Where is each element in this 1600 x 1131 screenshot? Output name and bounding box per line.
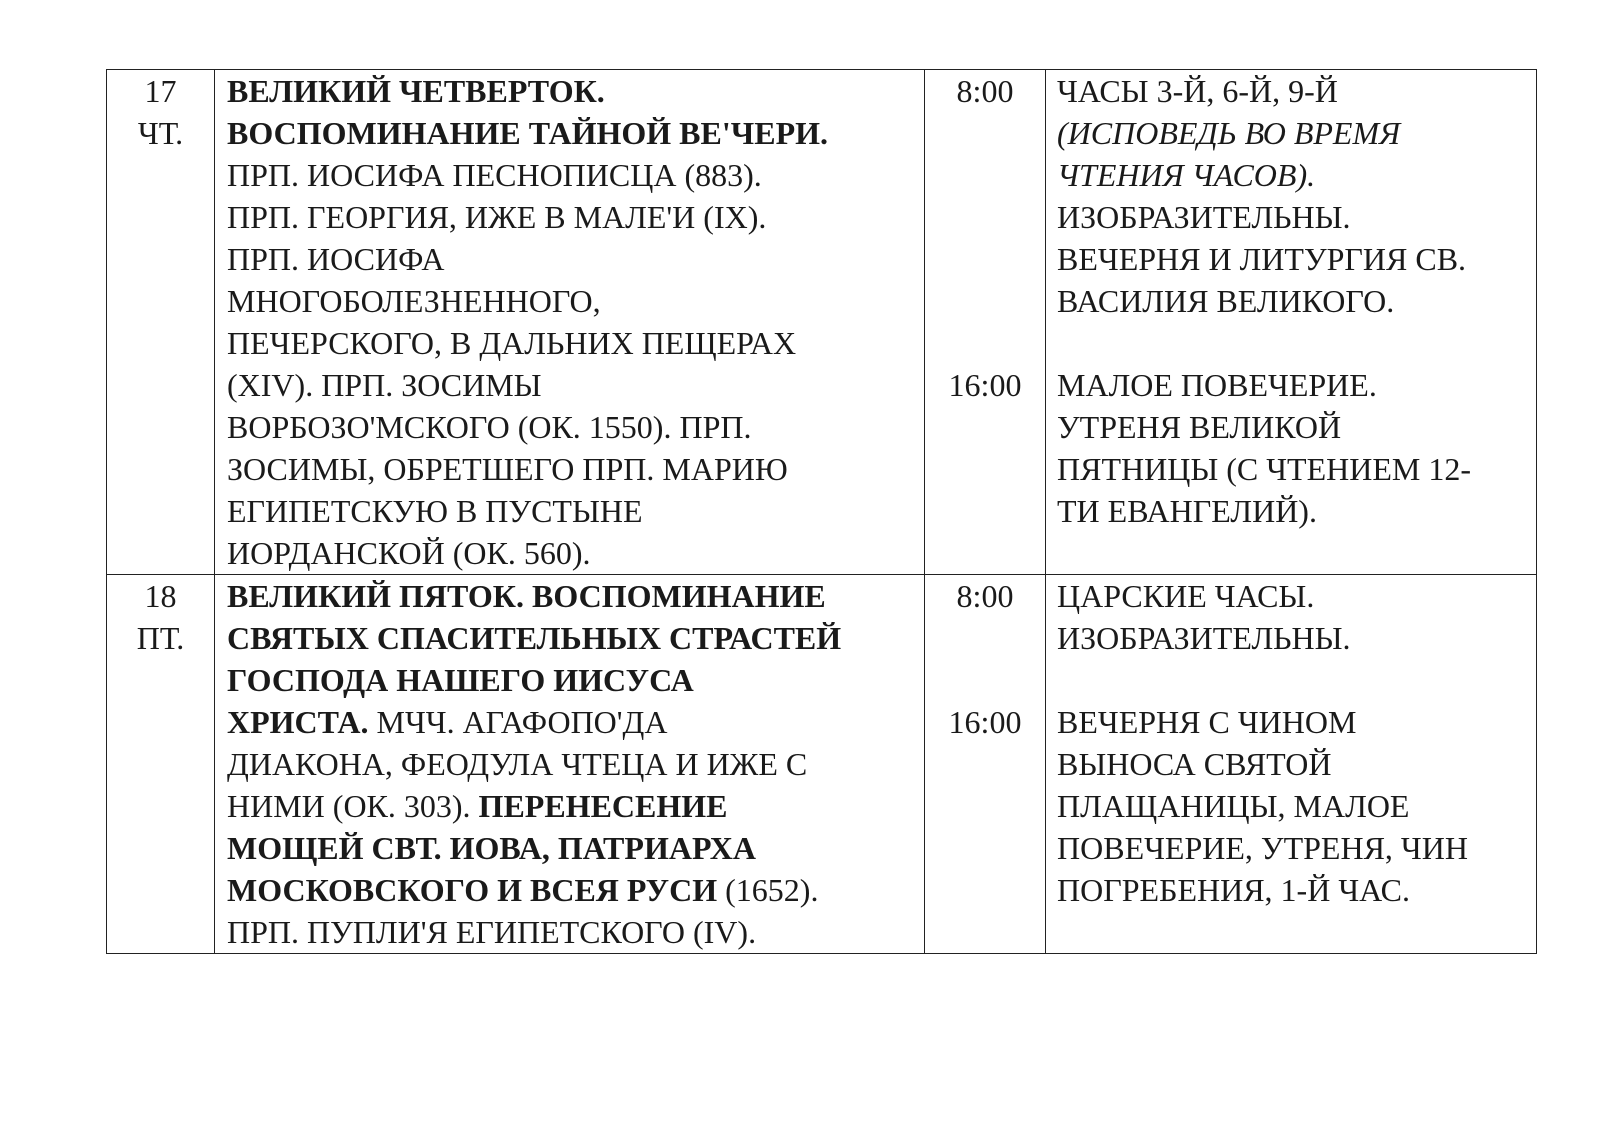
spacer [925, 322, 1045, 364]
service-time: 8:00 [956, 578, 1014, 614]
feast-title: ПЕРЕНЕСЕНИЕ [478, 788, 728, 824]
date-cell [107, 70, 215, 575]
service-line: ВЕЧЕРНЯ С ЧИНОМ [1057, 704, 1357, 740]
service-line: ЦАРСКИЕ ЧАСЫ. [1057, 578, 1315, 614]
service-line: ПОГРЕБЕНИЯ, 1-Й ЧАС. [1057, 872, 1410, 908]
saint-text: МНОГОБОЛЕЗНЕННОГО, [227, 283, 601, 319]
saint-text: ПРП. ИОСИФА ПЕСНОПИСЦА (883). [227, 157, 762, 193]
commemoration-line [227, 280, 920, 322]
saint-text: ПРП. ПУПЛИ'Я ЕГИПЕТСКОГО (IV). [227, 914, 757, 950]
spacer [1057, 322, 1530, 364]
commemoration-line [227, 364, 920, 406]
saint-text: ПЕЧЕРСКОГО, В ДАЛЬНИХ ПЕЩЕРАХ [227, 325, 797, 361]
time-cell [925, 575, 1046, 954]
saint-text: (XIV). ПРП. ЗОСИМЫ [227, 367, 542, 403]
confession-note: ЧТЕНИЯ ЧАСОВ). [1057, 157, 1316, 193]
schedule-row [107, 575, 1537, 954]
day-number: 18 [144, 578, 177, 614]
commemoration-line [227, 827, 920, 869]
time-cell [925, 70, 1046, 575]
spacer [925, 617, 1045, 659]
commemoration-line [227, 154, 920, 196]
schedule-row [107, 70, 1537, 575]
commemoration-cell [215, 70, 925, 575]
service-line: МАЛОЕ ПОВЕЧЕРИЕ. [1057, 367, 1377, 403]
feast-title: СВЯТЫХ СПАСИТЕЛЬНЫХ СТРАСТЕЙ [227, 620, 842, 656]
services-cell [1046, 575, 1537, 954]
commemoration-line [227, 448, 920, 490]
service-line: УТРЕНЯ ВЕЛИКОЙ [1057, 409, 1342, 445]
commemoration-line [227, 575, 920, 617]
service-line: ВАСИЛИЯ ВЕЛИКОГО. [1057, 283, 1395, 319]
service-line: ИЗОБРАЗИТЕЛЬНЫ. [1057, 199, 1351, 235]
saint-text: ЗОСИМЫ, ОБРЕТШЕГО ПРП. МАРИЮ [227, 451, 788, 487]
commemoration-line [227, 617, 920, 659]
service-line: ТИ ЕВАНГЕЛИЙ). [1057, 493, 1317, 529]
saint-text: ДИАКОНА, ФЕОДУЛА ЧТЕЦА И ИЖЕ С [227, 746, 808, 782]
commemoration-line [227, 490, 920, 532]
commemoration-line [227, 659, 920, 701]
commemoration-line [227, 196, 920, 238]
service-line: ЧАСЫ 3-Й, 6-Й, 9-Й [1057, 73, 1338, 109]
spacer [925, 196, 1045, 238]
commemoration-line [227, 743, 920, 785]
service-line: ВЫНОСА СВЯТОЙ [1057, 746, 1332, 782]
commemoration-line [227, 532, 920, 574]
feast-title: МОЩЕЙ СВТ. ИОВА, ПАТРИАРХА [227, 830, 756, 866]
feast-title: ВЕЛИКИЙ ЧЕТВЕРТОК. [227, 73, 605, 109]
feast-title: ВЕЛИКИЙ ПЯТОК. ВОСПОМИНАНИЕ [227, 578, 826, 614]
feast-title: ВОСПОМИНАНИЕ ТАЙНОЙ ВЕ'ЧЕРИ. [227, 115, 828, 151]
commemoration-line [227, 406, 920, 448]
spacer [925, 238, 1045, 280]
day-number: 17 [144, 73, 177, 109]
commemoration-line [227, 869, 920, 911]
commemoration-line [227, 238, 920, 280]
confession-note: (ИСПОВЕДЬ ВО ВРЕМЯ [1057, 115, 1401, 151]
saint-text: НИМИ (ОК. 303). [227, 788, 479, 824]
feast-title: ГОСПОДА НАШЕГО ИИСУСА [227, 662, 694, 698]
spacer [925, 659, 1045, 701]
service-line: ИЗОБРАЗИТЕЛЬНЫ. [1057, 620, 1351, 656]
feast-title: МОСКОВСКОГО И ВСЕЯ РУСИ [227, 872, 718, 908]
saint-text: МЧЧ. АГАФОПО'ДА [368, 704, 668, 740]
saint-text: ПРП. ИОСИФА [227, 241, 445, 277]
commemoration-line [227, 911, 920, 953]
date-cell [107, 575, 215, 954]
spacer [925, 154, 1045, 196]
service-line: ПОВЕЧЕРИЕ, УТРЕНЯ, ЧИН [1057, 830, 1468, 866]
commemoration-line [227, 322, 920, 364]
saint-text: (1652). [717, 872, 819, 908]
service-time: 16:00 [948, 704, 1022, 740]
saint-text: ЕГИПЕТСКУЮ В ПУСТЫНЕ [227, 493, 643, 529]
spacer [925, 112, 1045, 154]
saint-text: ИОРДАНСКОЙ (ОК. 560). [227, 535, 591, 571]
weekday: ЧТ. [137, 115, 184, 151]
spacer [925, 280, 1045, 322]
commemoration-line [227, 785, 920, 827]
feast-title: ХРИСТА. [227, 704, 369, 740]
schedule-body [107, 70, 1537, 954]
services-cell [1046, 70, 1537, 575]
commemoration-line [227, 112, 920, 154]
service-line: ПЛАЩАНИЦЫ, МАЛОЕ [1057, 788, 1410, 824]
commemoration-cell [215, 575, 925, 954]
saint-text: ВОРБОЗО'МСКОГО (ОК. 1550). ПРП. [227, 409, 752, 445]
service-line: ПЯТНИЦЫ (С ЧТЕНИЕМ 12- [1057, 451, 1471, 487]
saint-text: ПРП. ГЕОРГИЯ, ИЖЕ В МАЛЕ'И (IX). [227, 199, 767, 235]
commemoration-line [227, 70, 920, 112]
schedule-table [106, 69, 1537, 954]
service-line: ВЕЧЕРНЯ И ЛИТУРГИЯ СВ. [1057, 241, 1467, 277]
weekday: ПТ. [136, 620, 185, 656]
commemoration-line [227, 701, 920, 743]
service-time: 16:00 [948, 367, 1022, 403]
service-time: 8:00 [956, 73, 1014, 109]
spacer [1057, 659, 1530, 701]
